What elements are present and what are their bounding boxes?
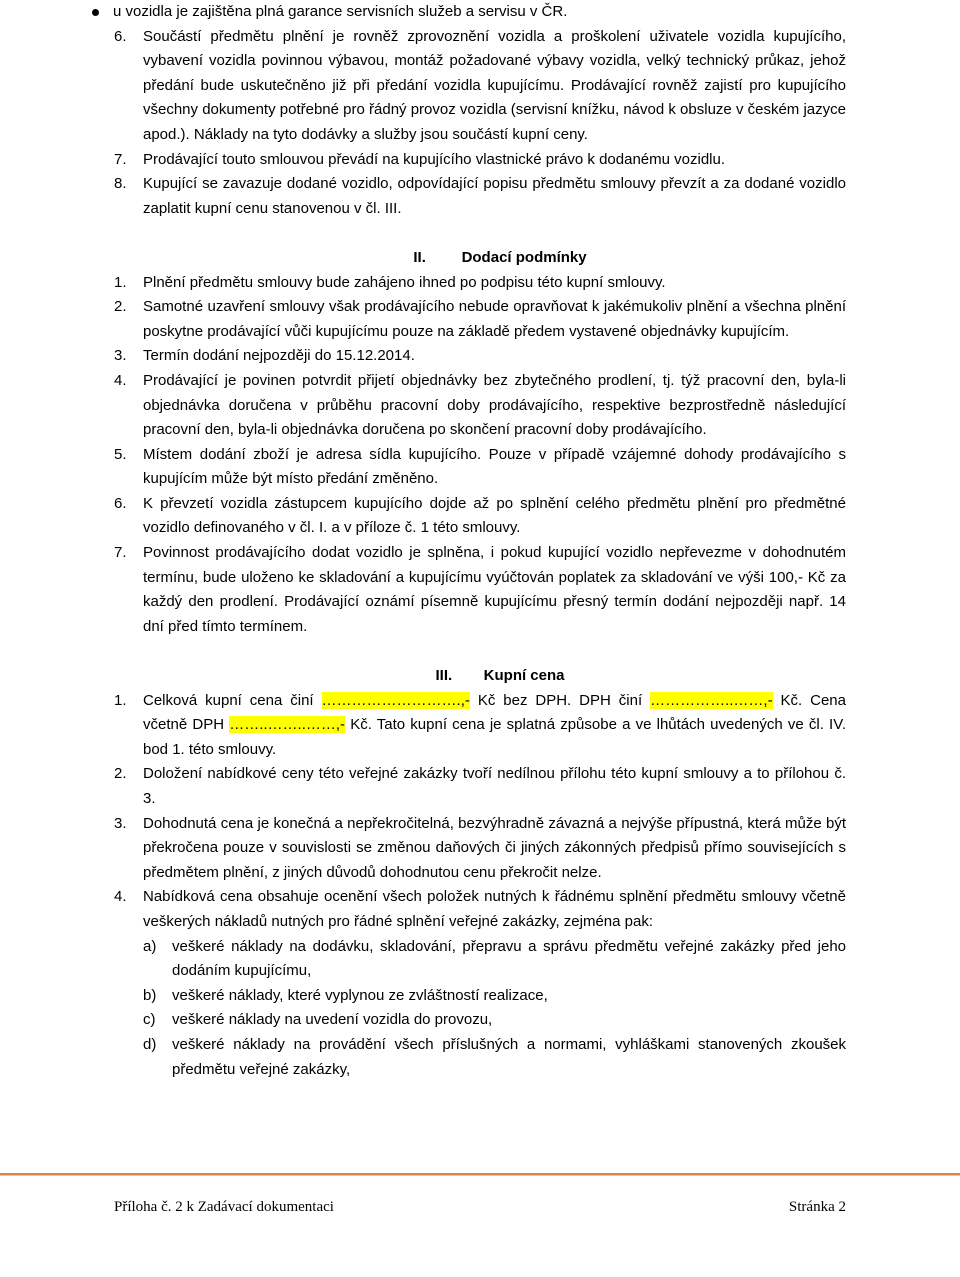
footer-document-name: Příloha č. 2 k Zadávací dokumentaci	[114, 1199, 334, 1215]
section2-item: 1. Plnění předmětu smlouvy bude zahájeno ihned po podpisu této kupní smlouvy.	[114, 273, 666, 291]
section-heading-3	[114, 664, 846, 689]
vat-blank: ……………..……,-	[650, 691, 773, 709]
section-title: Kupní cena	[483, 667, 565, 685]
section1-item-6: 6. Součástí předmětu plnění je rovněž zprovoznění vozidla a proškolení uživatele vozidla kupujícího, vybavení vozidla povinnou výbavou, montáž požadované výbavy vozidla, velký technický průkaz, jehož předání bude uskutečněno již při předání vozidla kupujícímu. Prodávající rovněž zajistí pro kupujícího všechny dokumenty potřebné pro řádný provoz vozidla (servisní knížku, návod k obsluze v českém jazyce apod.). Náklady na tyto dodávky a služby jsou součástí kupní ceny.	[114, 27, 846, 143]
section-title: Dodací podmínky	[461, 248, 587, 266]
section-number: II.	[413, 248, 426, 266]
document-body	[114, 0, 846, 1082]
bullet-text: u vozidla je zajištěna plná garance servisních služeb a servisu v ČR.	[113, 3, 568, 20]
section3-subitem: c) veškeré náklady na uvedení vozidla do provozu,	[143, 1011, 493, 1029]
footer-rule-shadow	[0, 1175, 960, 1176]
bullet-item	[0, 0, 959, 25]
section-number: III.	[435, 667, 453, 685]
price-incl-vat-blank: ……..……..……,-	[229, 716, 346, 734]
section3-item: 4. Nabídková cena obsahuje ocenění všech položek nutných k řádnému splnění předmětu smlouvy včetně veškerých nákladů nutných pro řádné splnění veřejné zakázky, zejména pak:	[114, 888, 846, 930]
section3-item: 3. Dohodnutá cena je konečná a nepřekročitelná, bezvýhradně závazná a nejvýše přípustná, která může být překročena pouze v souvislosti se změnou daňových či jiných zákonných předpisů přímo souvisejících s předmětem plnění, z jiných důvodů dohodnutou cenu překročit nelze.	[114, 814, 846, 881]
price-blank: ……………………….,-	[321, 691, 470, 709]
section3-subitem: a) veškeré náklady na dodávku, skladování, přepravu a správu předmětu veřejné zakázky před jeho dodáním kupujícímu,	[143, 937, 846, 980]
section3-item-1: 1. Celková kupní cena činí ……………………….,- Kč bez DPH. DPH činí ……………..……,- Kč. Cena včetně DPH ……..……..……,- Kč. Tato kupní cena je splatná způsobe a ve lhůtách uvedených ve čl. IV. bod 1. této smlouvy.	[114, 691, 846, 758]
section-heading-2	[114, 246, 846, 271]
section3-item: 2. Doložení nabídkové ceny této veřejné zakázky tvoří nedílnou přílohu této kupní smlouvy a to přílohou č. 3.	[114, 765, 846, 807]
section2-item: 4. Prodávající je povinen potvrdit přijetí objednávky bez zbytečného prodlení, tj. týž pracovní den, byla-li objednávka doručena v průběhu pracovní doby prodávajícího, respektive bezprostředně následující pracovní den, byla-li objednávka doručena po skončení pracovní doby prodávajícího.	[114, 371, 846, 439]
section3-subitem: d) veškeré náklady na provádění všech příslušných a normami, vyhláškami stanovených zkoušek předmětu veřejné zakázky,	[143, 1035, 846, 1078]
section1-item-8: 8. Kupující se zavazuje dodané vozidlo, odpovídající popisu předmětu smlouvy převzít a za dodané vozidlo zaplatit kupní cenu stanovenou v čl. III.	[114, 175, 846, 217]
section2-item: 6. K převzetí vozidla zástupcem kupujícího dojde až po splnění celého předmětu plnění pro předmětné vozidlo definovaného v čl. I. a v příloze č. 1 této smlouvy.	[114, 494, 846, 537]
section1-item-7: 7. Prodávající touto smlouvou převádí na kupujícího vlastnické právo k dodanému vozidlu.	[114, 150, 725, 168]
bullet-icon	[92, 9, 99, 16]
section3-subitem: b) veškeré náklady, které vyplynou ze zvláštností realizace,	[143, 986, 548, 1004]
section2-item: 5. Místem dodání zboží je adresa sídla kupujícího. Pouze v případě vzájemné dohody prodávajícího s kupujícím může být místo předání změněno.	[114, 445, 846, 488]
section2-item: 2. Samotné uzavření smlouvy však prodávajícího nebude opravňovat k jakémukoliv plnění a všechna plnění poskytne prodávající vůči kupujícímu pouze na základě předem vystavené objednávky kupujícím.	[114, 298, 846, 340]
footer-page-number: Stránka 2	[788, 1199, 846, 1215]
section2-item: 3. Termín dodání nejpozději do 15.12.2014.	[114, 347, 415, 365]
section2-item: 7. Povinnost prodávajícího dodat vozidlo je splněna, i pokud kupující vozidlo nepřevezme v dohodnutém termínu, bude uloženo ke skladování a kupujícímu vyúčtován poplatek za skladování ve výši 100,- Kč za každý den prodlení. Prodávající oznámí písemně kupujícímu přesný termín dodání nejpozději např. 14 dní před tímto termínem.	[114, 544, 846, 635]
